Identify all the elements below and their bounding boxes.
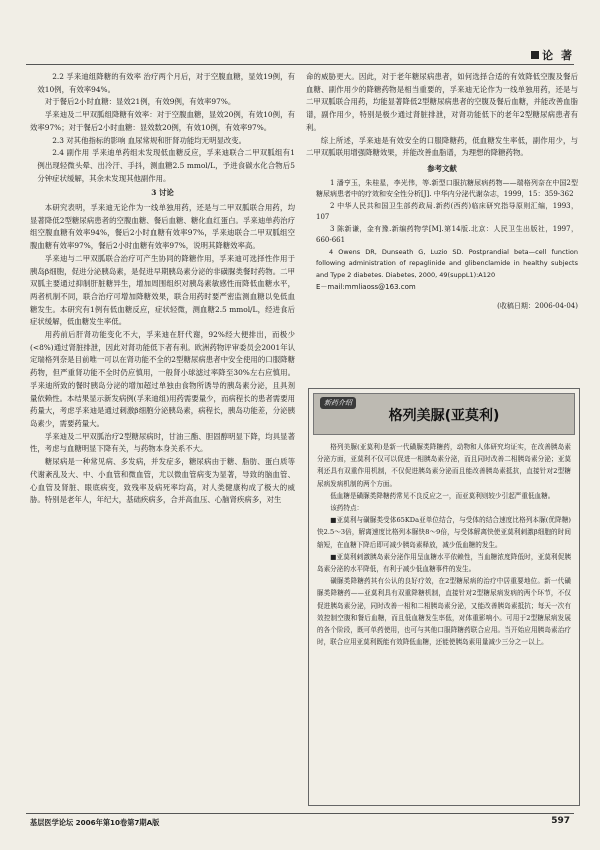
new-drug-body [317, 441, 571, 648]
reference-3: 3 陈新谦，金有豫.新编药物学[M].第14版.北京：人民卫生出版社，1997，660-661 [316, 224, 578, 245]
para-discussion-3: 用药前后肝肾功能变化不大，孚来迪在肝代谢，92%经大便排出，而极少(<8%)通过肾脏排泄，因此对肾功能低下者有利。欧洲药物评审委员会2001年认定瑞格列奈是目前唯一可以在肾功能不全的2型糖尿病患者中安全使用的口服降糖药物，但严重肾功能不全时仍应慎用，一般肾小球滤过率降至30%左右应慎用。孚来迪所致的餐时胰岛分泌的增加超过单独由食物所诱导的胰岛素分泌，且具剂量依赖性。本结果显示新发病例(孚来迪组)用药需要量少，而病程长的患者需要用药量大，考虑孚来迪是通过刺激β细胞分泌胰岛素，病程长，胰岛功能差，分泌胰岛素少，需要药量大。 [30, 330, 295, 428]
new-drug-box [308, 388, 580, 806]
section-label: 论 著 [542, 49, 574, 62]
author-email: E－mail:mmliaoss@163.com [316, 283, 416, 292]
references-heading: 参考文献 [427, 163, 457, 173]
box-para-5: ■亚莫利刺激胰岛素分泌作用呈血糖水平依赖性，当血糖浓度降低时，亚莫利促胰岛素分泌的水平降低，有利于减少低血糖事件的发生。 [317, 552, 571, 574]
left-column [30, 71, 295, 507]
box-para-1: 格列美脲(亚莫利)是新一代磺脲类降糖药，动物和人体研究均证实，在改善胰岛素分泌方面，亚莫利不仅可以促进一相胰岛素分泌，而且同时改善二相胰岛素分泌；亚莫利还具有双重作用机制，不仅促进胰岛素分泌而且能改善胰岛素抵抗，直接针对2型糖尿病发病机制的两个方面。 [317, 443, 571, 488]
box-para-2: 低血糖是磺脲类降糖药常见不良反应之一，而亚莫利则较少引起严重低血糖。 [330, 491, 555, 500]
para-discussion-2: 孚来迪与二甲双胍联合治疗可产生协同的降糖作用，孚来迪可选择性作用于胰岛β细胞，促进分泌胰岛素，是促进早期胰岛素分泌的非磺脲类餐时药物。二甲双胍主要通过抑制肝脏糖异生，增加周围组织对胰岛素敏感性而降低血糖水平，两者机制不同，联合治疗可增加降糖效果，联合用药时要严密监测血糖以免低血糖发生。本研究有1例有低血糖反应，症状轻微，测血糖2.5 mmol/L，经进食后症状缓解，低血糖发生率低。 [30, 253, 295, 327]
para-postprandial: 对于餐后2小时血糖：显效21例，有效9例，有效率97%。 [44, 97, 236, 107]
para-discussion-1: 本研究表明，孚来迪无论作为一线单独用药，还是与二甲双胍联合用药，均显著降低2型糖尿病患者的空腹血糖、餐后血糖、糖化血红蛋白。孚来迪单药治疗组空腹血糖有效率94%，餐后2小时血糖有效率97%，孚来迪联合二甲双胍组空腹血糖有效率97%，餐后2小时血糖有效率97%，说明其降糖效率高。 [30, 203, 295, 251]
box-para-6: 磺脲类降糖药其有公认的良好疗效，在2型糖尿病的治疗中居重要地位。新一代磺脲类降糖药——亚莫利具有双重降糖机制，直接针对2型糖尿病发病的两个环节，不仅促进胰岛素分泌，同时改善一相和二相胰岛素分泌，又能改善胰岛素抵抗；每天一次有效控制空腹和餐后血糖，而且低血糖发生率低，对体重影响小。可用于2型糖尿病发展的各个阶段，既可单药使用，也可与其他口服降糖药联合应用。当开始应用胰岛素治疗时，联合应用亚莫利既能有效降低血糖，还能使胰岛素用量减少三分之一以上。 [317, 577, 571, 647]
para-continued: 命的威胁更大。因此，对于老年糖尿病患者，如何选择合适的有效降低空腹及餐后血糖、副作用少的降糖药物是相当重要的，孚来迪无论作为一线单独用药，还是与二甲双胍联合用药，均能显著降低2型糖尿病患者的空腹及餐后血糖，并能改善血脂谱，副作用少，特别是极少通过肾脏排泄，对肾功能低下的老年2型糖尿病患者有利。 [306, 72, 578, 132]
box-para-3: 该药特点： [330, 504, 364, 513]
box-para-4: ■亚莫利与磺脲类受体65KDa亚单位结合，与受体的结合速度比格列本脲(优降糖)快2.5～3倍，解离速度比格列本脲快8～9倍，与受体解离快使亚莫利刺激β细胞的时间缩短，在血糖下降后即可减少胰岛素释放，减少低血糖的发生。 [317, 516, 571, 549]
page-number: 597 [551, 816, 570, 826]
para-2-2: 2.2 孚来迪组降糖的有效率 治疗两个月后，对于空腹血糖，显效19例，有效10例，有效率94%。 [37, 72, 295, 94]
received-date: (收稿日期：2006-04-04) [497, 301, 578, 310]
header-rule [26, 64, 574, 65]
para-discussion-5: 糖尿病是一种常见病、多发病，并发症多，糖尿病由于糖、脂肪、蛋白质等代谢紊乱及大、中、小血管和微血管，尤以微血管病变为显著，导致的脑血管、心血管及肾脏、眼底病变，致残率及病死率均高，对人类健康构成了极大的威胁。特别是老年人，年纪大，基础疾病多，合并高血压、心脑肾疾病多，对生 [30, 457, 295, 505]
para-discussion-4: 孚来迪及二甲双胍治疗2型糖尿病时，甘油三酯、胆固醇明显下降，均具显著性，考虑与血糖明显下降有关，与药物本身关系不大。 [30, 431, 295, 454]
journal-footer: 基层医学论坛 2006年第10卷第7期A版 [30, 818, 160, 827]
reference-1: 1 潘亨玉，朱桂星，李光伟，等.新型口服抗糖尿病药物——瑞格列奈在中国2型糖尿病患者中的疗效和安全性分析[J]. 中华内分泌代谢杂志，1999，15：359-362 [316, 178, 578, 199]
new-drug-title: 格列美脲(亚莫利) [388, 408, 500, 424]
reference-4: 4 Owens DR, Dunseath G, Luzio SD. Postprandial beta—cell function following administration of repaglinide and glibenclamide in healthy subjects and Type 2 diabetes. Diabetes, 2000, 49(suppL1):A120 [316, 247, 578, 279]
heading-discussion: 3 讨论 [151, 188, 174, 198]
para-2-4: 2.4 副作用 孚来迪单药组未发现低血糖反应，孚来迪联合二甲双胍组有1例出现轻微头晕、出冷汗、手抖，测血糖2.5 mmol/L，予进食碳水化合物后5分钟症状缓解，其余未发现其他副作用。 [37, 148, 295, 183]
new-drug-tag: 新药介绍 [320, 397, 356, 409]
footer-rule [26, 813, 574, 814]
square-bullet-icon [531, 51, 539, 59]
reference-2: 2 中华人民共和国卫生部药政局.新药(西药)临床研究指导原则汇编，1993，107 [316, 201, 578, 222]
para-combo-efficacy: 孚来迪及二甲双胍组降糖有效率：对于空腹血糖，显效20例，有效10例，有效率97%；对于餐后2小时血糖：显效数20例，有效10例，有效率97%。 [30, 110, 295, 132]
para-2-3: 2.3 对其他指标的影响 血尿常规和肝肾功能均无明显改变。 [52, 135, 247, 145]
section-header [531, 47, 574, 63]
new-drug-banner [313, 393, 575, 435]
para-conclusion: 综上所述，孚来迪是有效安全的口服降糖药，低血糖发生率低，副作用少，与二甲双胍联用增强降糖效果，并能改善血脂谱，为理想的降糖药物。 [306, 135, 578, 158]
right-column [306, 71, 578, 313]
